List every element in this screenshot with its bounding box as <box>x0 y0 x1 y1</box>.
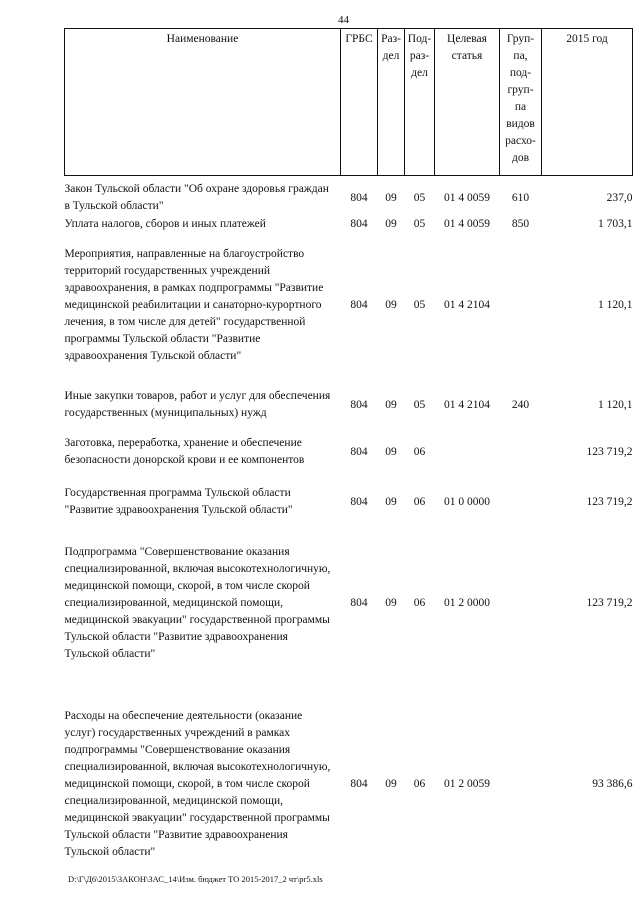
row-subsection: 06 <box>413 777 426 790</box>
row-name: Закон Тульской области "Об охране здоровья граждан в Тульской области" <box>64 183 329 212</box>
col-header-name: Наименование <box>65 29 341 176</box>
row-grbs: 804 <box>350 398 368 411</box>
row-name: Мероприятия, направленные на благоустройство территорий государственных учреждений здравоохранения, в рамках подпрограммы "Развитие медицинской реабилитации и санаторно-курортного лечения, в том числе для детей" государственной программы Тульской области "Развитие здравоохранения Тульской области" <box>64 247 324 362</box>
row-amount: 123 719,2 <box>586 445 633 458</box>
budget-table <box>64 28 633 861</box>
row-name: Государственная программа Тульской области "Развитие здравоохранения Тульской области" <box>64 487 293 516</box>
row-section: 09 <box>385 596 397 609</box>
row-expense-group <box>500 245 542 365</box>
row-amount: 93 386,6 <box>592 777 633 790</box>
row-section: 09 <box>385 398 397 411</box>
row-amount: 1 120,1 <box>598 398 633 411</box>
row-subsection: 05 <box>413 398 426 411</box>
table-row <box>65 215 633 233</box>
table-row <box>65 245 633 365</box>
row-grbs: 804 <box>350 217 368 230</box>
row-name: Подпрограмма "Совершенствование оказания специализированной, включая высокотехнологичную, медицинской помощи, скорой, в том числе скорой специализированной, медицинской помощи, медицинской эвакуации" государственной программы Тульской области "Развитие здравоохранения Тульской области" <box>64 545 331 660</box>
row-target-article: 01 0 0000 <box>444 495 490 508</box>
row-grbs: 804 <box>350 191 368 204</box>
table-row <box>65 379 633 431</box>
table-row <box>65 485 633 519</box>
row-section: 09 <box>385 777 397 790</box>
table-row <box>65 707 633 861</box>
row-section: 09 <box>385 298 397 311</box>
row-name: Уплата налогов, сборов и иных платежей <box>64 217 266 230</box>
row-grbs: 804 <box>350 596 368 609</box>
row-section: 09 <box>385 495 397 508</box>
row-grbs: 804 <box>350 777 368 790</box>
col-header-target-article: Целевая статья <box>435 29 500 176</box>
row-subsection: 05 <box>413 217 426 230</box>
row-target-article: 01 4 2104 <box>444 398 490 411</box>
row-target-article: 01 2 0000 <box>444 596 490 609</box>
row-amount: 1 703,1 <box>598 217 633 230</box>
row-expense-group <box>500 485 542 519</box>
table-row <box>65 181 633 215</box>
file-path-footer: D:\Г\Д6\2015\ЗАКОН\ЗАС_14\Изм. бюджет ТО 2015-2017_2 чт\pr5.xls <box>68 874 323 884</box>
row-section: 09 <box>385 191 397 204</box>
page-number: 44 <box>338 14 349 26</box>
row-grbs: 804 <box>350 445 368 458</box>
row-section: 09 <box>385 217 397 230</box>
row-amount: 123 719,2 <box>586 596 633 609</box>
row-expense-group <box>500 707 542 861</box>
row-subsection: 06 <box>413 596 426 609</box>
row-expense-group <box>500 543 542 663</box>
row-grbs: 804 <box>350 495 368 508</box>
row-subsection: 05 <box>413 298 426 311</box>
row-expense-group: 610 <box>511 191 530 204</box>
row-name: Иные закупки товаров, работ и услуг для обеспечения государственных (муниципальных) нужд <box>64 390 331 419</box>
col-header-grbs: ГРБС <box>341 29 378 176</box>
row-amount: 123 719,2 <box>586 495 633 508</box>
table-header-row <box>65 29 633 176</box>
row-expense-group <box>500 435 542 469</box>
row-target-article <box>435 435 500 469</box>
col-header-subsection: Под- раз- дел <box>405 29 435 176</box>
table-row <box>65 435 633 469</box>
row-target-article: 01 2 0059 <box>444 777 490 790</box>
row-subsection: 06 <box>413 445 426 458</box>
row-amount: 1 120,1 <box>598 298 633 311</box>
row-section: 09 <box>385 445 397 458</box>
row-expense-group: 850 <box>511 217 530 230</box>
col-header-section: Раз- дел <box>378 29 405 176</box>
row-subsection: 06 <box>413 495 426 508</box>
row-subsection: 05 <box>413 191 426 204</box>
row-name: Заготовка, переработка, хранение и обеспечение безопасности донорской крови и ее компонентов <box>64 437 305 466</box>
row-target-article: 01 4 0059 <box>444 217 490 230</box>
row-target-article: 01 4 2104 <box>444 298 490 311</box>
row-expense-group: 240 <box>511 398 530 411</box>
col-header-year-2015: 2015 год <box>542 29 633 176</box>
row-target-article: 01 4 0059 <box>444 191 490 204</box>
row-amount: 237,0 <box>606 191 633 204</box>
row-grbs: 804 <box>350 298 368 311</box>
col-header-expense-group: Груп- па, под- груп- па видов расхо- дов <box>500 29 542 176</box>
row-name: Расходы на обеспечение деятельности (оказание услуг) государственных учреждений в рамках подпрограммы "Совершенствование оказания специализированной, включая высокотехнологичную, медицинской помощи, скорой, в том числе скорой специализированной, медицинской помощи, медицинской эвакуации" государственной программы Тульской области "Развитие здравоохранения Тульской области" <box>64 709 331 858</box>
table-row <box>65 543 633 663</box>
